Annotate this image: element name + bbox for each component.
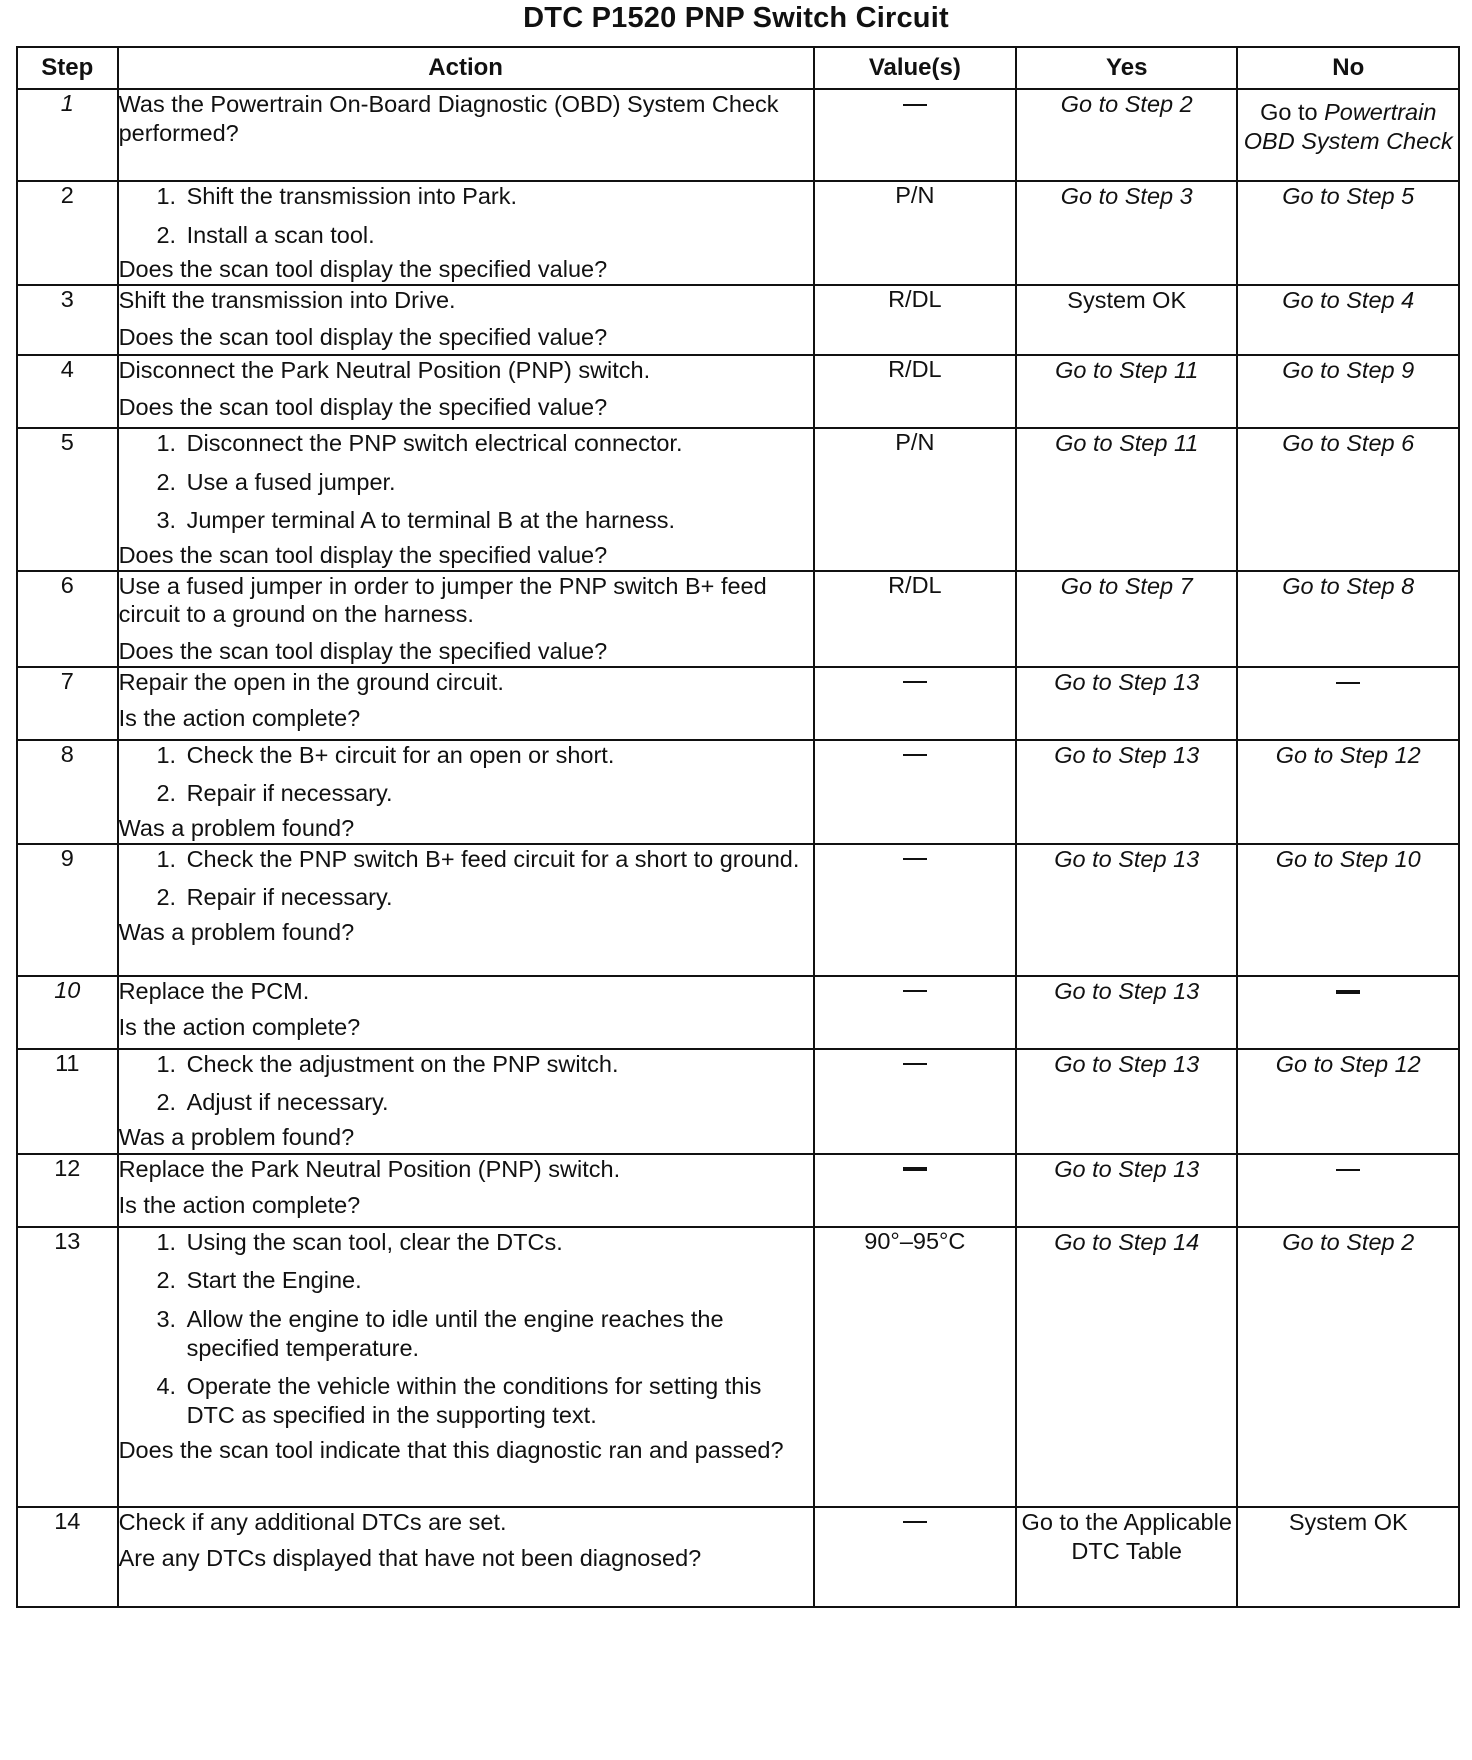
header-yes: Yes	[1016, 47, 1237, 89]
action-cell	[118, 740, 814, 844]
action-list-item: 1. Disconnect the PNP switch electrical connector.	[183, 429, 813, 458]
action-cell	[118, 428, 814, 571]
action-cell	[118, 976, 814, 1049]
action-question: Does the scan tool display the specified value?	[118, 541, 608, 568]
step-number: 14	[17, 1507, 118, 1607]
step-number: 10	[17, 976, 118, 1049]
yes-cell: System OK	[1016, 285, 1237, 355]
yes-cell: Go to Step 13	[1016, 1154, 1237, 1227]
step-number: 9	[17, 844, 118, 976]
action-list-item: 1. Check the B+ circuit for an open or short.	[183, 741, 813, 770]
yes-cell: Go to Step 7	[1016, 571, 1237, 667]
yes-cell: Go to Step 13	[1016, 667, 1237, 740]
action-text: Shift the transmission into Drive.	[118, 287, 456, 313]
action-question: Does the scan tool display the specified value?	[118, 393, 608, 420]
no-cell: Go to Step 10	[1237, 844, 1459, 976]
em-dash	[1336, 1169, 1360, 1171]
no-cell: Go to Step 12	[1237, 740, 1459, 844]
action-list-item: 4. Operate the vehicle within the conditions for setting this DTC as specified in the supporting text.	[183, 1372, 813, 1429]
em-dash	[903, 1063, 927, 1065]
table-row	[17, 976, 1459, 1049]
header-no: No	[1237, 47, 1459, 89]
table-row	[17, 428, 1459, 571]
action-text: Replace the Park Neutral Position (PNP) switch.	[118, 1155, 621, 1182]
no-link-text: Powertrain OBD System Check	[1243, 99, 1453, 155]
value-cell	[814, 1154, 1016, 1227]
value-cell: R/DL	[814, 285, 1016, 355]
yes-cell: Go to Step 14	[1016, 1227, 1237, 1507]
step-number: 13	[17, 1227, 118, 1507]
em-dash	[1336, 682, 1360, 684]
action-question: Does the scan tool indicate that this diagnostic ran and passed?	[118, 1436, 784, 1463]
value-cell: 90°–95°C	[814, 1227, 1016, 1507]
header-action: Action	[118, 47, 814, 89]
step-number: 2	[17, 181, 118, 285]
action-question: Is the action complete?	[118, 705, 361, 732]
action-question: Is the action complete?	[118, 1192, 361, 1219]
header-step: Step	[17, 47, 118, 89]
no-cell	[1237, 976, 1459, 1049]
action-cell	[118, 667, 814, 740]
table-row	[17, 1154, 1459, 1227]
em-dash	[903, 858, 927, 860]
table-row	[17, 355, 1459, 428]
no-cell	[1237, 667, 1459, 740]
em-dash	[1336, 990, 1360, 994]
table-row	[17, 285, 1459, 355]
no-prefix: Go to	[1260, 99, 1318, 125]
step-number: 1	[17, 89, 118, 181]
action-list-item: 2. Repair if necessary.	[183, 883, 813, 912]
action-text: Use a fused jumper in order to jumper the PNP switch B+ feed circuit to a ground on the harness.	[118, 572, 767, 628]
table-row	[17, 1049, 1459, 1154]
em-dash	[903, 990, 927, 992]
step-number: 5	[17, 428, 118, 571]
action-text: Replace the PCM.	[118, 977, 310, 1004]
action-question: Does the scan tool display the specified value?	[118, 637, 608, 664]
action-question: Is the action complete?	[118, 1014, 361, 1041]
em-dash	[903, 104, 927, 106]
table-row	[17, 740, 1459, 844]
em-dash	[903, 754, 927, 756]
diagnostic-table	[16, 46, 1460, 1608]
action-list-item: 3. Allow the engine to idle until the engine reaches the specified temperature.	[183, 1305, 813, 1362]
yes-cell: Go to Step 3	[1016, 181, 1237, 285]
table-row	[17, 844, 1459, 976]
yes-cell: Go to Step 13	[1016, 844, 1237, 976]
action-text: Repair the open in the ground circuit.	[118, 668, 504, 695]
value-cell	[814, 976, 1016, 1049]
action-question: Does the scan tool display the specified value?	[118, 256, 608, 283]
value-cell: P/N	[814, 428, 1016, 571]
em-dash	[903, 1521, 927, 1523]
action-list-item: 1. Using the scan tool, clear the DTCs.	[183, 1228, 813, 1257]
action-text: Disconnect the Park Neutral Position (PNP) switch.	[118, 357, 651, 383]
no-cell	[1237, 1154, 1459, 1227]
action-list-item: 2. Start the Engine.	[183, 1266, 813, 1295]
no-cell: Go to Step 5	[1237, 181, 1459, 285]
action-question: Was a problem found?	[118, 918, 355, 945]
em-dash	[903, 1167, 927, 1171]
yes-cell: Go to Step 13	[1016, 740, 1237, 844]
action-cell	[118, 1154, 814, 1227]
value-cell: R/DL	[814, 355, 1016, 428]
step-number: 7	[17, 667, 118, 740]
value-cell	[814, 89, 1016, 181]
action-cell	[118, 1049, 814, 1154]
action-list-item: 2. Adjust if necessary.	[183, 1088, 813, 1117]
action-cell	[118, 89, 814, 181]
value-cell	[814, 1049, 1016, 1154]
yes-cell: Go to Step 13	[1016, 976, 1237, 1049]
table-row	[17, 1507, 1459, 1607]
action-text: Was the Powertrain On-Board Diagnostic (OBD) System Check performed?	[118, 91, 779, 146]
action-list-item: 2. Install a scan tool.	[183, 221, 813, 250]
no-cell: Go to Step 9	[1237, 355, 1459, 428]
value-cell	[814, 844, 1016, 976]
action-list-item: 1. Check the PNP switch B+ feed circuit for a short to ground.	[183, 845, 813, 874]
yes-cell: Go to Step 13	[1016, 1049, 1237, 1154]
value-cell	[814, 740, 1016, 844]
table-row	[17, 667, 1459, 740]
yes-cell: Go to Step 11	[1016, 428, 1237, 571]
table-row	[17, 181, 1459, 285]
yes-cell: Go to Step 11	[1016, 355, 1237, 428]
action-cell	[118, 181, 814, 285]
step-number: 4	[17, 355, 118, 428]
action-list-item: 1. Shift the transmission into Park.	[183, 182, 813, 211]
table-row	[17, 571, 1459, 667]
value-cell	[814, 1507, 1016, 1607]
action-cell	[118, 1507, 814, 1607]
action-cell	[118, 844, 814, 976]
action-question: Was a problem found?	[118, 1123, 355, 1150]
no-cell: System OK	[1237, 1507, 1459, 1607]
no-cell: Go to Step 8	[1237, 571, 1459, 667]
action-cell	[118, 355, 814, 428]
action-list-item: 1. Check the adjustment on the PNP switch.	[183, 1050, 813, 1079]
action-cell	[118, 1227, 814, 1507]
step-number: 3	[17, 285, 118, 355]
action-cell	[118, 571, 814, 667]
no-cell: Go to Step 4	[1237, 285, 1459, 355]
step-number: 8	[17, 740, 118, 844]
header-values: Value(s)	[814, 47, 1016, 89]
action-question: Are any DTCs displayed that have not been diagnosed?	[118, 1545, 702, 1572]
action-cell	[118, 285, 814, 355]
step-number: 11	[17, 1049, 118, 1154]
action-question: Does the scan tool display the specified value?	[118, 323, 608, 350]
yes-cell: Go to Step 2	[1016, 89, 1237, 181]
value-cell: P/N	[814, 181, 1016, 285]
header-row	[17, 47, 1459, 89]
no-cell	[1237, 89, 1459, 181]
value-cell	[814, 667, 1016, 740]
action-question: Was a problem found?	[118, 814, 355, 841]
step-number: 6	[17, 571, 118, 667]
step-number: 12	[17, 1154, 118, 1227]
action-list-item: 2. Use a fused jumper.	[183, 468, 813, 497]
value-cell: R/DL	[814, 571, 1016, 667]
action-list-item: 3. Jumper terminal A to terminal B at the harness.	[183, 506, 813, 535]
document-title: DTC P1520 PNP Switch Circuit	[523, 2, 949, 34]
yes-cell: Go to the Applicable DTC Table	[1016, 1507, 1237, 1607]
no-cell: Go to Step 12	[1237, 1049, 1459, 1154]
action-list-item: 2. Repair if necessary.	[183, 779, 813, 808]
action-text: Check if any additional DTCs are set.	[118, 1508, 507, 1535]
table-row	[17, 89, 1459, 181]
no-cell: Go to Step 6	[1237, 428, 1459, 571]
no-cell: Go to Step 2	[1237, 1227, 1459, 1507]
em-dash	[903, 681, 927, 683]
table-row	[17, 1227, 1459, 1507]
